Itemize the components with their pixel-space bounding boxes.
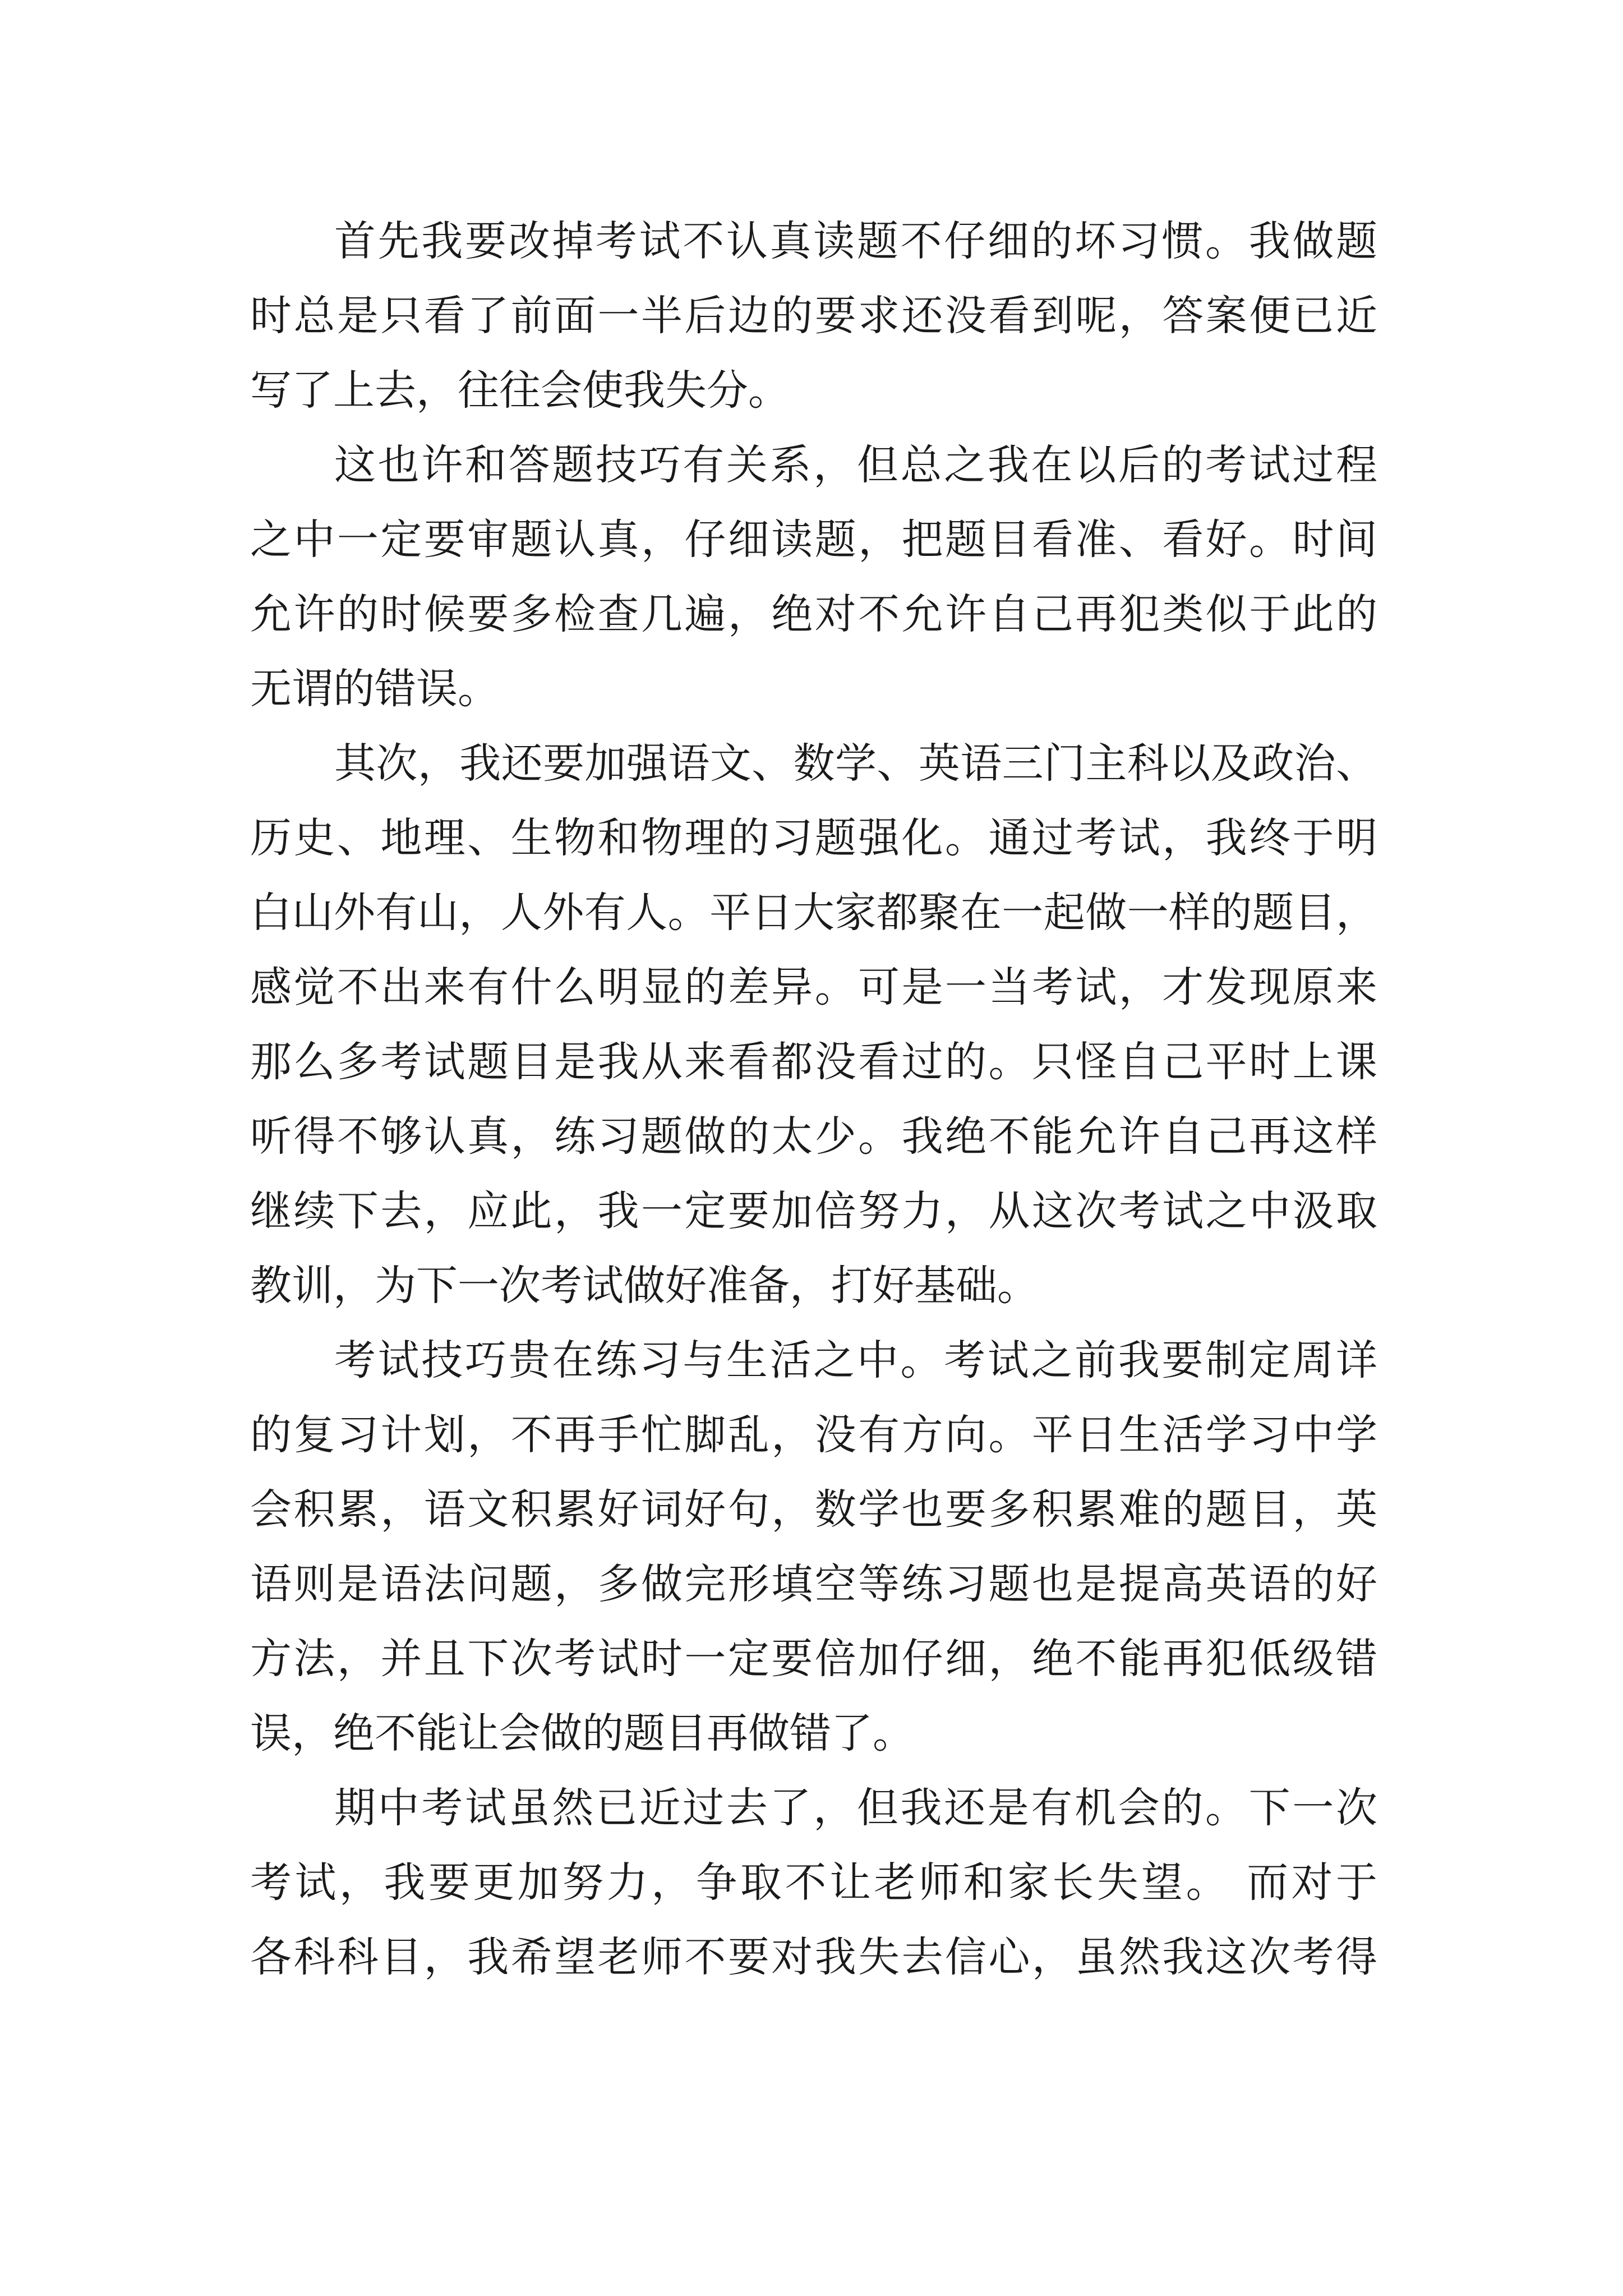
text-line: 听得不够认真，练习题做的太少。我绝不能允许自己再这样 (250, 1112, 1377, 1161)
text-line: 感觉不出来有什么明显的差异。可是一当考试，才发现原来 (250, 963, 1377, 1011)
text-line: 方法，并且下次考试时一定要倍加仔细，绝不能再犯低级错 (250, 1635, 1377, 1683)
text-line: 写了上去，往往会使我失分。 (250, 366, 790, 415)
text-line: 时总是只看了前面一半后边的要求还没看到呢，答案便已近 (250, 292, 1377, 340)
text-line: 允许的时候要多检查几遍，绝对不允许自己再犯类似于此的 (250, 590, 1377, 638)
text-line: 那么多考试题目是我从来看都没看过的。只怪自己平时上课 (250, 1038, 1377, 1086)
text-line: 无谓的错误。 (250, 665, 499, 713)
text-line: 教训，为下一次考试做好准备，打好基础。 (250, 1262, 1039, 1310)
text-line: 白山外有山，人外有人。平日大家都聚在一起做一样的题目， (250, 889, 1377, 937)
text-line: 其次，我还要加强语文、数学、英语三门主科以及政治、 (334, 739, 1377, 788)
text-line: 各科科目，我希望老师不要对我失去信心，虽然我这次考得 (250, 1933, 1377, 1981)
text-line: 语则是语法问题，多做完形填空等练习题也是提高英语的好 (250, 1560, 1377, 1608)
text-line: 考试，我要更加努力，争取不让老师和家长失望。 而对于 (250, 1858, 1377, 1907)
text-line: 期中考试虽然已近过去了，但我还是有机会的。下一次 (334, 1784, 1377, 1832)
text-line: 的复习计划，不再手忙脚乱，没有方向。平日生活学习中学 (250, 1411, 1377, 1459)
text-line: 会积累，语文积累好词好句，数学也要多积累难的题目，英 (250, 1485, 1377, 1534)
text-line: 之中一定要审题认真，仔细读题，把题目看准、看好。时间 (250, 516, 1377, 564)
text-line: 继续下去，应此，我一定要加倍努力，从这次考试之中汲取 (250, 1187, 1377, 1235)
text-line: 考试技巧贵在练习与生活之中。考试之前我要制定周详 (334, 1336, 1377, 1384)
text-line: 误，绝不能让会做的题目再做错了。 (250, 1709, 914, 1757)
text-line: 历史、地理、生物和物理的习题强化。通过考试，我终于明 (250, 814, 1377, 862)
text-line: 这也许和答题技巧有关系，但总之我在以后的考试过程 (334, 441, 1377, 489)
text-line: 首先我要改掉考试不认真读题不仔细的坏习惯。我做题 (334, 217, 1377, 265)
